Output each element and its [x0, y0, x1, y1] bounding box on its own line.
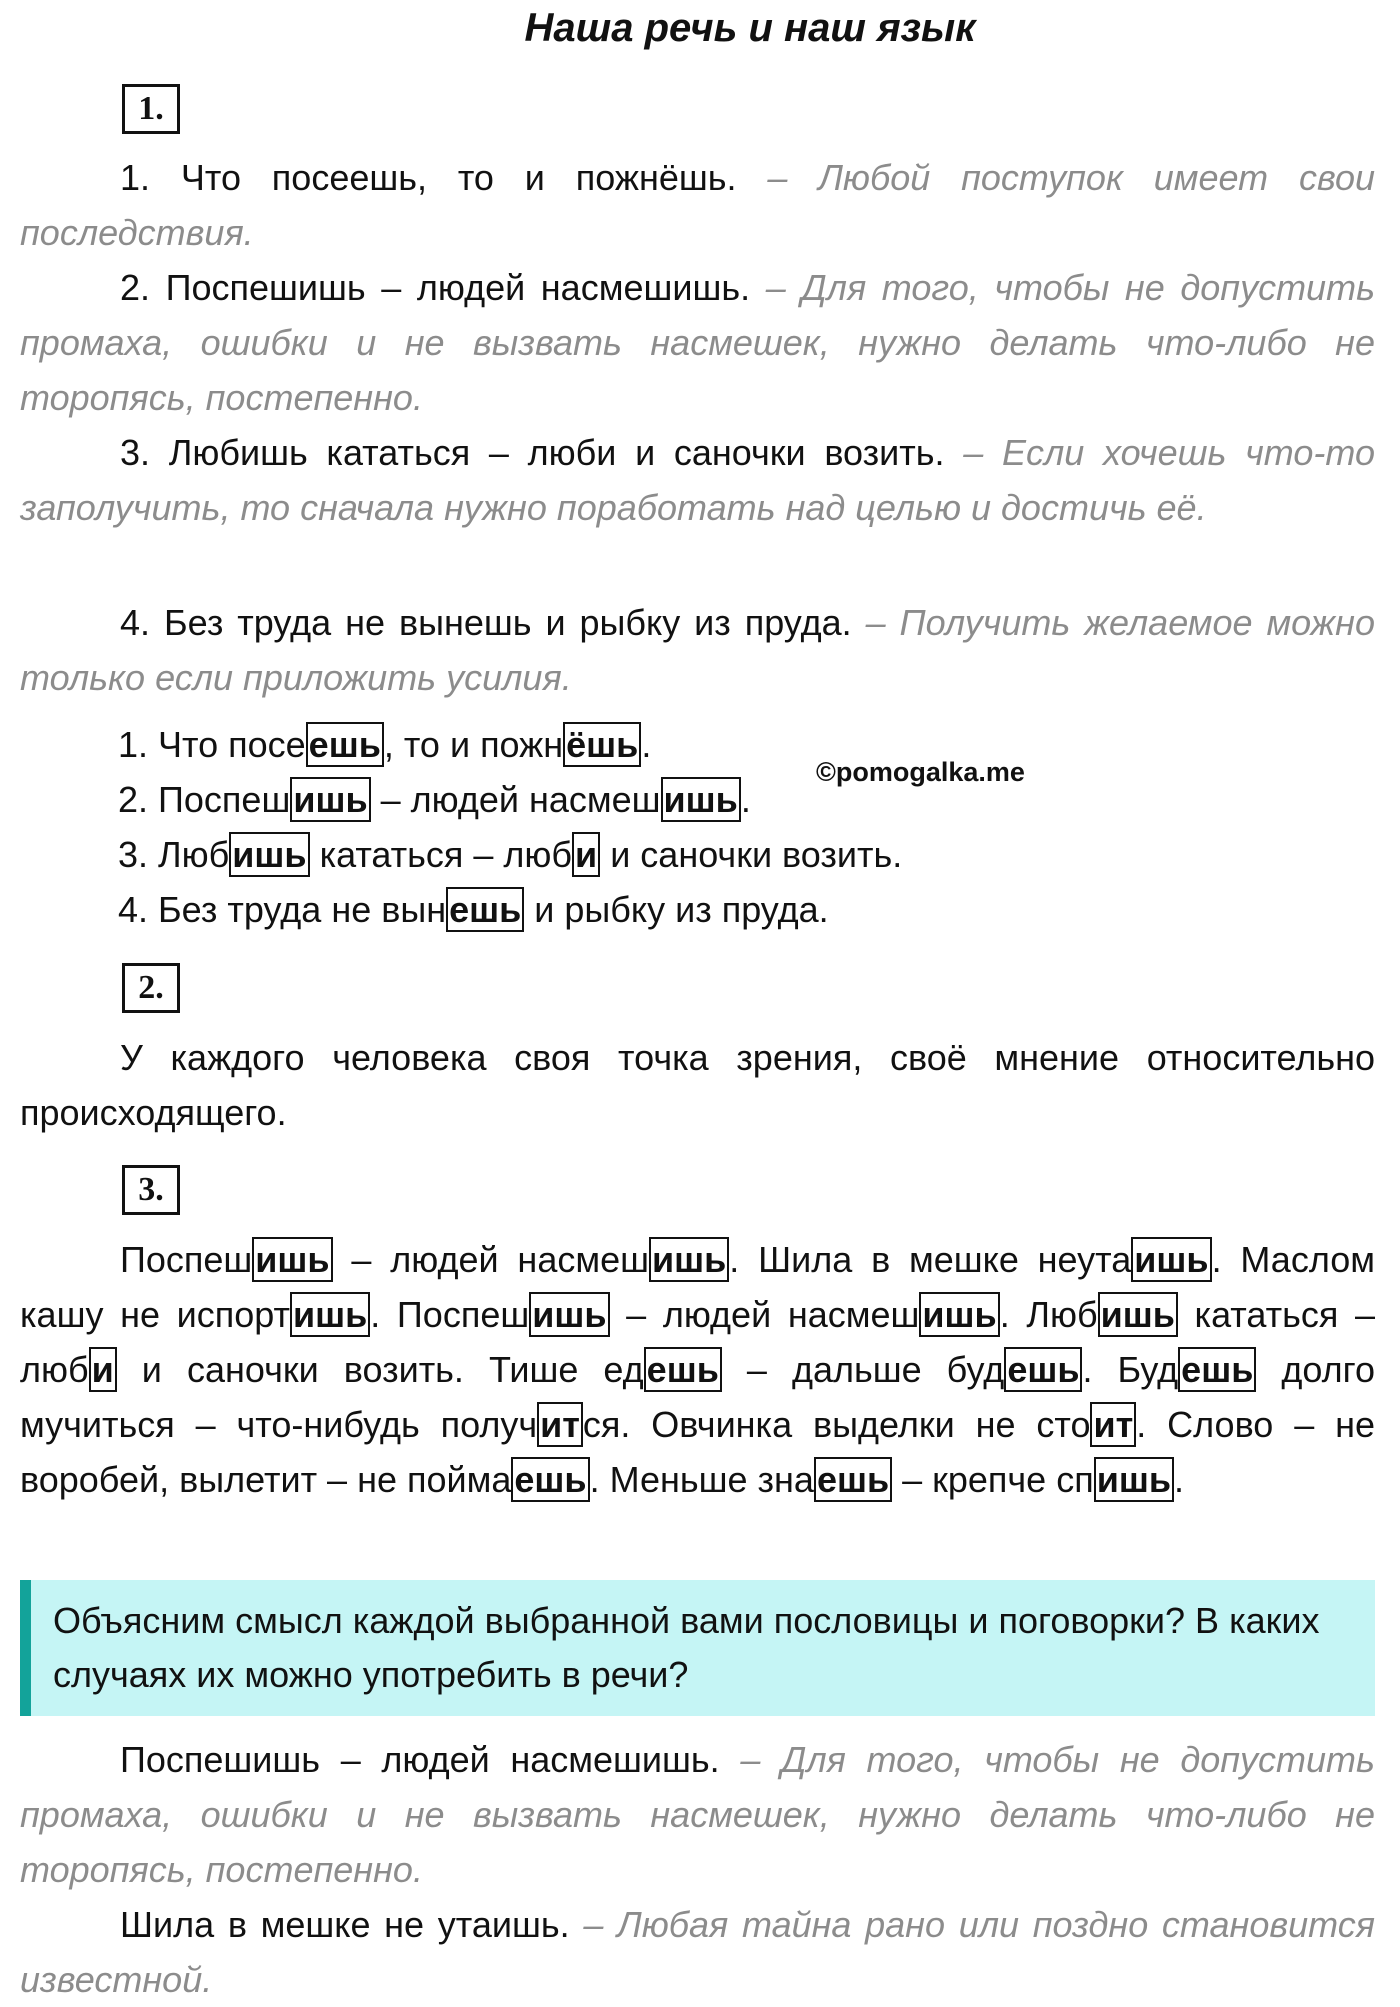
- text-part: – крепче сп: [892, 1459, 1094, 1500]
- line-text: 3. Люб: [118, 834, 230, 875]
- proverb-meaning: – Для того, чтобы не допустить промаха, ошибки и не вызвать насмешек, нужно делать что-либо не торопясь, постепенно.: [20, 267, 1375, 418]
- proverb-4: [20, 595, 1375, 705]
- text-part: . Буд: [1082, 1349, 1179, 1390]
- proverb-1: [20, 150, 1375, 260]
- text-part: . Поспеш: [370, 1294, 530, 1335]
- ending-box: ишь: [649, 1237, 729, 1282]
- text-part: . Меньше зна: [589, 1459, 814, 1500]
- answer-1: [20, 1732, 1375, 1897]
- ending-box: ишь: [1098, 1292, 1178, 1337]
- ending-box: ит: [537, 1402, 583, 1447]
- proverb-text: Поспешишь – людей насмешишь.: [120, 1739, 720, 1780]
- text-part: и саночки возить. Тише ед: [116, 1349, 644, 1390]
- text-part: . Шила в мешке неута: [729, 1239, 1132, 1280]
- proverb-text: 4. Без труда не вынешь и рыбку из пруда.: [120, 602, 852, 643]
- line-text: и рыбку из пруда.: [524, 889, 829, 930]
- line-text: и саночки возить.: [600, 834, 903, 875]
- watermark: ©pomogalka.me: [816, 757, 1025, 787]
- ending-box: ешь: [814, 1457, 892, 1502]
- marked-line-3: [118, 827, 902, 882]
- ending-box: и: [572, 832, 600, 877]
- text-part: – людей насмеш: [609, 1294, 920, 1335]
- line-text: .: [740, 779, 751, 820]
- ending-box: ит: [1090, 1402, 1136, 1447]
- task-number-3: 3.: [122, 1165, 180, 1215]
- text-part: – дальше буд: [721, 1349, 1005, 1390]
- proverb-meaning: – Любой поступок имеет свои последствия.: [20, 157, 1375, 253]
- marked-line-4: [118, 882, 902, 937]
- question-callout: [20, 1580, 1375, 1716]
- answer-2: [20, 1897, 1375, 2007]
- ending-box: ишь: [1131, 1237, 1211, 1282]
- text-part: . Слово – не воробей, вылетит – не пойма: [20, 1404, 1375, 1500]
- ending-box: ешь: [446, 887, 524, 932]
- page-title: Наша речь и наш язык: [524, 6, 976, 50]
- proverb-2: [20, 260, 1375, 425]
- marked-endings-list: [118, 717, 902, 937]
- ending-box: ешь: [306, 722, 384, 767]
- marked-line-1: [118, 717, 902, 772]
- ending-box: ишь: [919, 1292, 999, 1337]
- text-part: .: [1173, 1459, 1184, 1500]
- line-text: – людей насмеш: [370, 779, 661, 820]
- ending-box: ишь: [661, 777, 741, 822]
- ending-box: ишь: [290, 1292, 370, 1337]
- text-part: Поспеш: [120, 1239, 253, 1280]
- ending-box: ешь: [644, 1347, 722, 1392]
- line-text: 1. Что посе: [118, 724, 306, 765]
- proverb-meaning: – Если хочешь что-то заполучить, то сначала нужно поработать над целью и достичь её.: [20, 432, 1375, 528]
- line-text: 2. Поспеш: [118, 779, 291, 820]
- ending-box: ишь: [529, 1292, 609, 1337]
- ending-box: ешь: [1004, 1347, 1082, 1392]
- text-part: . Люб: [999, 1294, 1098, 1335]
- task-3-text: [20, 1232, 1375, 1507]
- ending-box: ешь: [1178, 1347, 1256, 1392]
- proverb-meaning: – Любая тайна рано или поздно становится известной.: [20, 1904, 1375, 2000]
- ending-box: ешь: [511, 1457, 589, 1502]
- text-part: ся. Овчинка выделки не сто: [582, 1404, 1091, 1445]
- ending-box: ишь: [252, 1237, 332, 1282]
- ending-box: ишь: [290, 777, 370, 822]
- proverb-3: [20, 425, 1375, 535]
- line-text: кататься – люб: [309, 834, 573, 875]
- line-text: 4. Без труда не вын: [118, 889, 447, 930]
- proverb-text: 2. Поспешишь – людей насмешишь.: [120, 267, 751, 308]
- ending-box: и: [89, 1347, 117, 1392]
- task-number-1: 1.: [122, 84, 180, 134]
- task-number-2: 2.: [122, 963, 180, 1013]
- text-part: . Маслом кашу не испорт: [20, 1239, 1376, 1335]
- proverb-meaning: – Получить желаемое можно только если приложить усилия.: [20, 602, 1375, 698]
- line-text: , то и пожн: [383, 724, 564, 765]
- line-text: .: [641, 724, 652, 765]
- text-part: – людей насмеш: [332, 1239, 649, 1280]
- ending-box: ишь: [229, 832, 309, 877]
- text-part: кататься – люб: [20, 1294, 1376, 1390]
- ending-box: ишь: [1094, 1457, 1174, 1502]
- proverb-text: 1. Что посеешь, то и пожнёшь.: [120, 157, 737, 198]
- marked-line-2: [118, 772, 902, 827]
- proverb-text: 3. Любишь кататься – люби и саночки возить.: [120, 432, 945, 473]
- text-part: долго мучиться – что-нибудь получ: [20, 1349, 1375, 1445]
- proverb-text: Шила в мешке не утаишь.: [120, 1904, 570, 1945]
- question-text: Объясним смысл каждой выбранной вами пословицы и поговорки? В каких случаях их можно употребить в речи?: [53, 1600, 1320, 1695]
- ending-box: ёшь: [563, 722, 641, 767]
- task-2-answer: У каждого человека своя точка зрения, своё мнение относительно происходящего.: [20, 1037, 1375, 1133]
- proverb-meaning: – Для того, чтобы не допустить промаха, ошибки и не вызвать насмешек, нужно делать что-либо не торопясь, постепенно.: [20, 1739, 1375, 1890]
